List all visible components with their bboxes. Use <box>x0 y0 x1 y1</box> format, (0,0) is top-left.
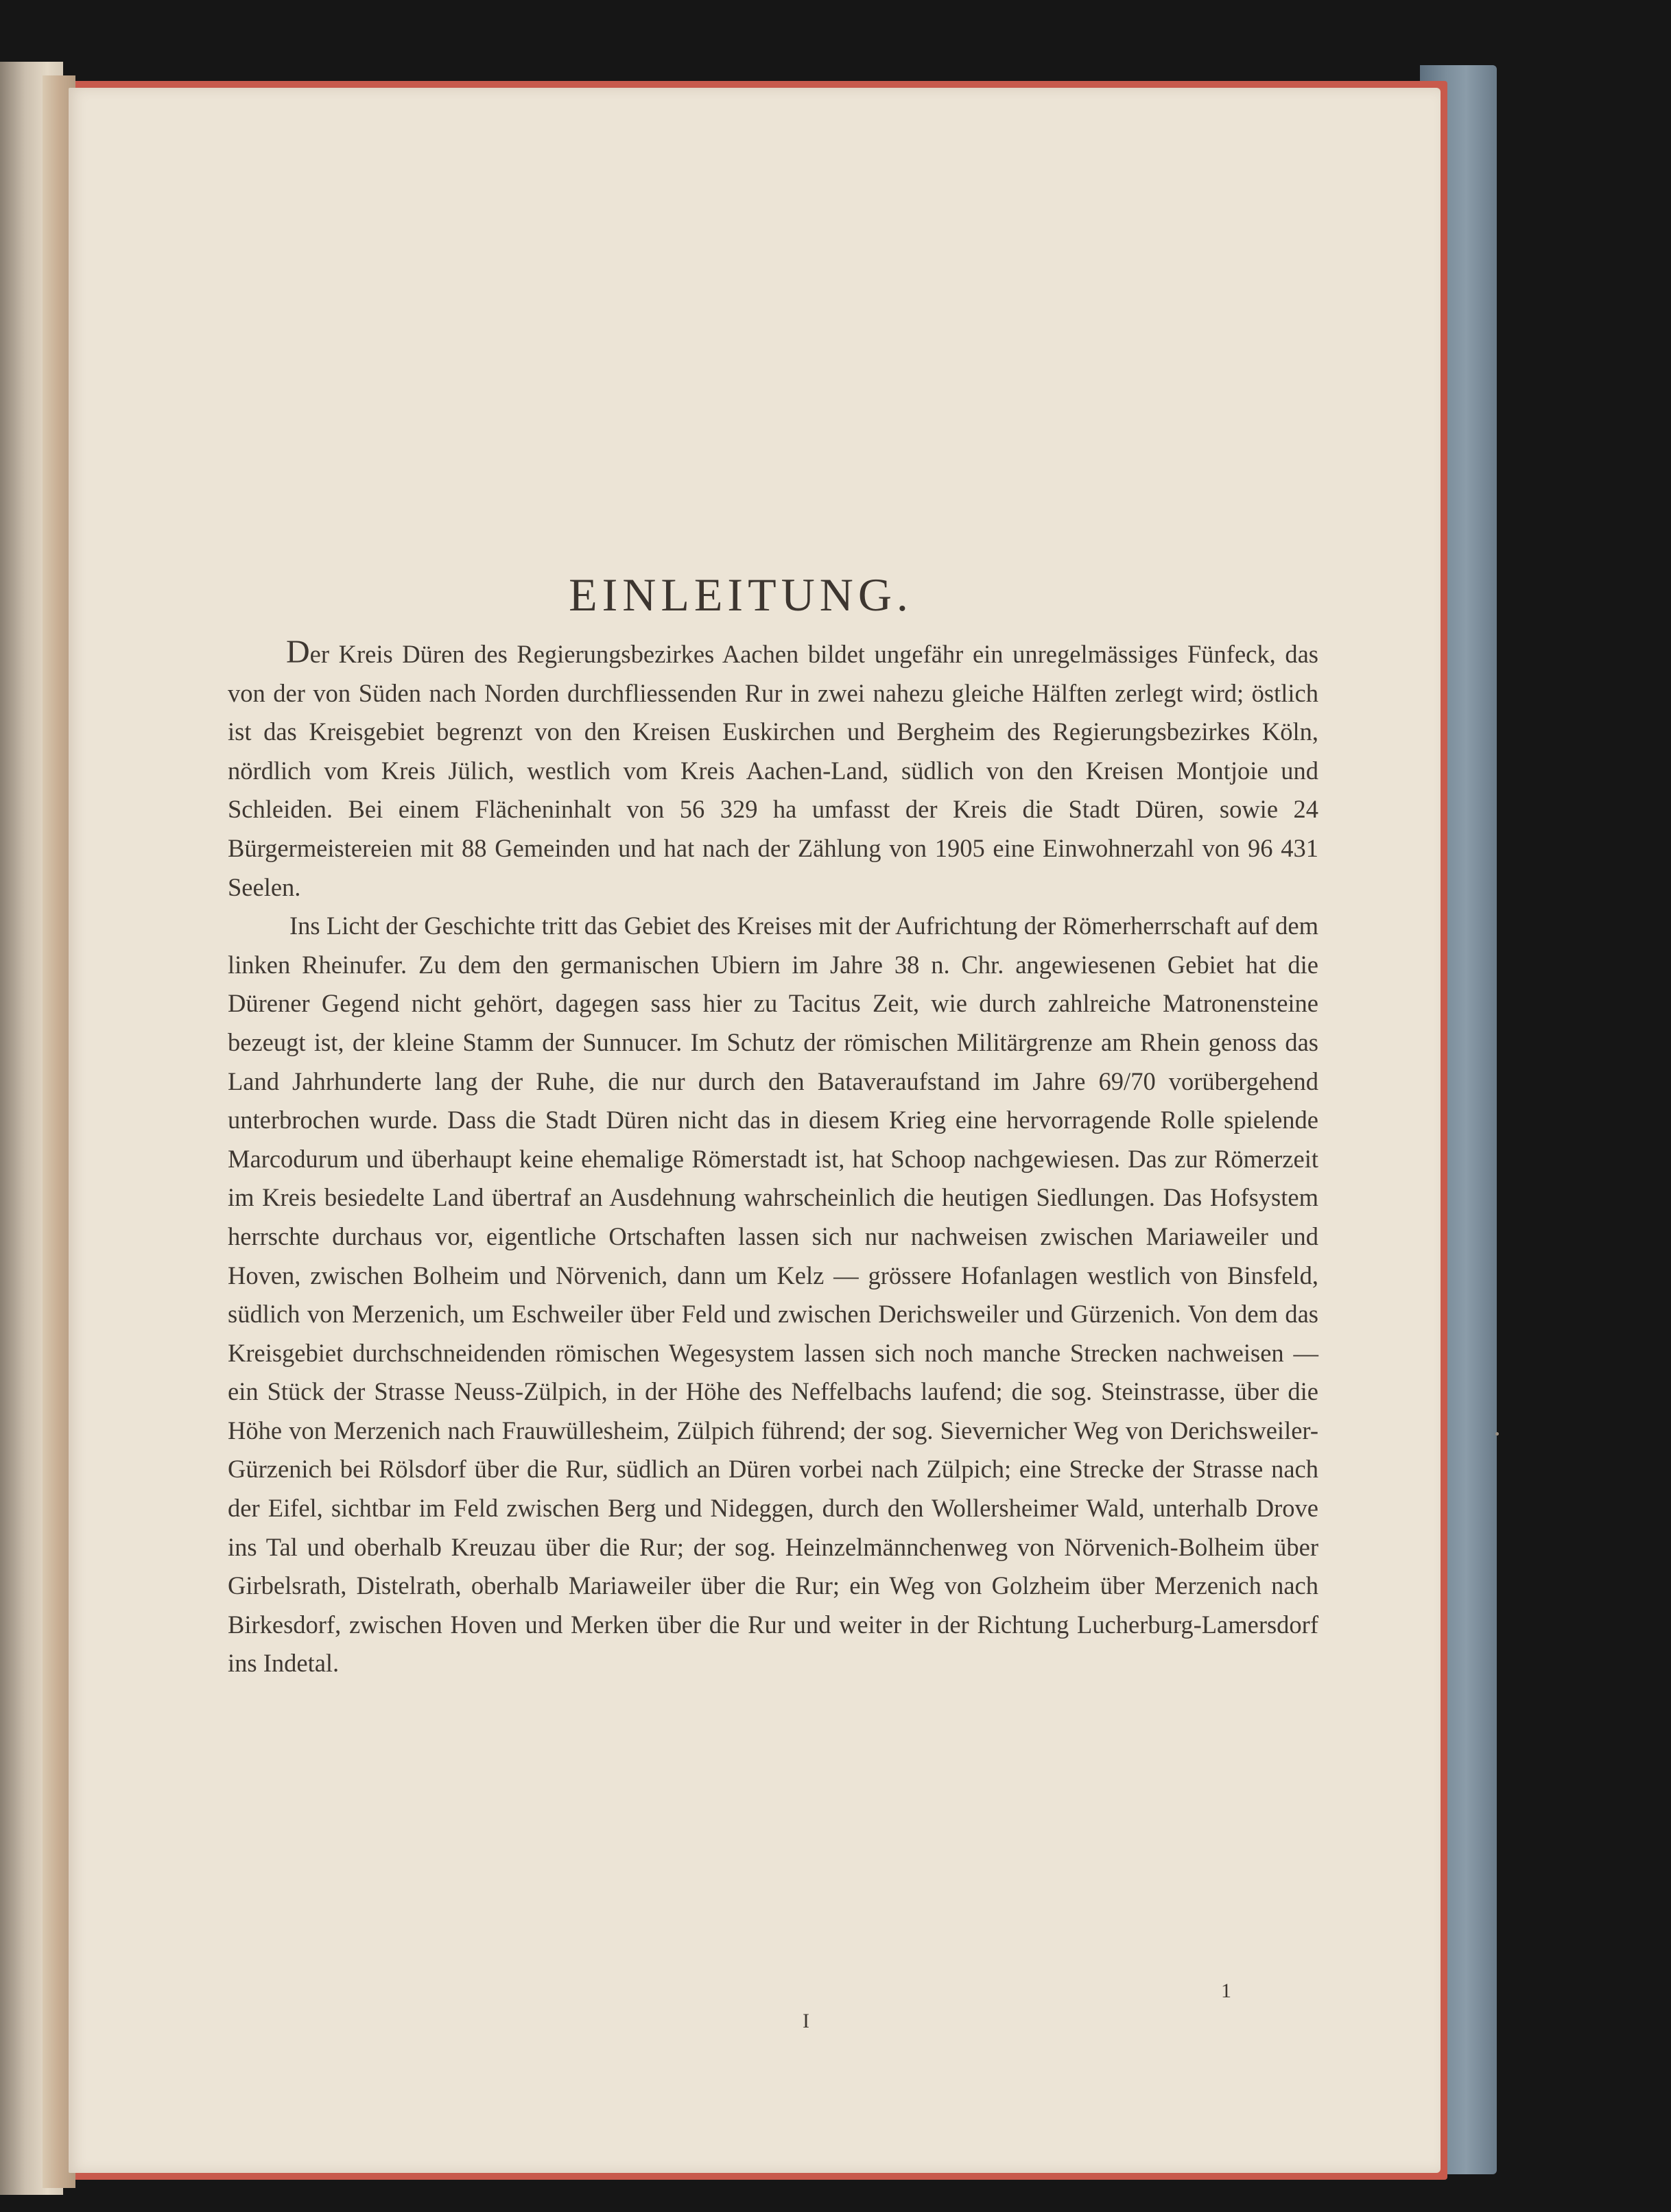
paragraph-1: Der Kreis Düren des Regierungsbezirkes Aachen bildet ungefähr ein unregelmässiges Fünfeck, das von der von Süden nach Norden durchfliessenden Rur in zwei nahezu gleiche Hälften zerlegt wird; östlich ist das Kreisgebiet begrenzt von den Kreisen Euskirchen und Bergheim des Regierungsbezirkes Köln, nördlich vom Kreis Jülich, westlich vom Kreis Aachen-Land, südlich von den Kreisen Montjoie und Schleiden. Bei einem Flächeninhalt von 56 329 ha umfasst der Kreis die Stadt Düren, sowie 24 Bürgermeistereien mit 88 Gemeinden und hat nach der Zählung von 1905 eine Einwohnerzahl von 96 431 Seelen. <box>228 634 1318 901</box>
paper-speck <box>1495 1432 1499 1436</box>
body-text <box>228 633 1318 1683</box>
signature-mark: 1 <box>1221 1979 1231 2002</box>
chapter-heading: EINLEITUNG. <box>569 569 913 621</box>
page-number: I <box>803 2010 810 2032</box>
book-page <box>69 88 1441 2173</box>
paragraph-2: Ins Licht der Geschichte tritt das Gebiet des Kreises mit der Aufrichtung der Römerherrschaft auf dem linken Rheinufer. Zu dem den germanischen Ubiern im Jahre 38 n. Chr. angewiesenen Gebiet hat die Dürener Gegend nicht gehört, dagegen sass hier zu Tacitus Zeit, wie durch zahlreiche Matronensteine bezeugt ist, der kleine Stamm der Sunnucer. Im Schutz der römischen Militärgrenze am Rhein genoss das Land Jahrhunderte lang der Ruhe, die nur durch den Bataveraufstand im Jahre 69/70 vorübergehend unterbrochen wurde. Dass die Stadt Düren nicht das in diesem Krieg eine hervorragende Rolle spielende Marcodurum und überhaupt keine ehemalige Römerstadt ist, hat Schoop nachgewiesen. Das zur Römerzeit im Kreis besiedelte Land übertraf an Ausdehnung wahrscheinlich die heutigen Siedlungen. Das Hofsystem herrschte durchaus vor, eigentliche Ortschaften lassen sich nur nachweisen zwischen Mariaweiler und Hoven, zwischen Bolheim und Nörvenich, dann um Kelz — grössere Hofanlagen westlich von Binsfeld, südlich von Merzenich, um Eschweiler über Feld und zwischen Derichsweiler und Gürzenich. Von dem das Kreisgebiet durchschneidenden römischen Wegesystem lassen sich noch manche Strecken nachweisen — ein Stück der Strasse Neuss-Zülpich, in der Höhe des Neffelbachs laufend; die sog. Steinstrasse, über die Höhe von Merzenich nach Frauwüllesheim, Zülpich führend; der sog. Sievernicher Weg von Derichsweiler-Gürzenich bei Rölsdorf über die Rur, südlich an Düren vorbei nach Zülpich; eine Strecke der Strasse nach der Eifel, sichtbar im Feld zwischen Berg und Nideggen, durch den Wollersheimer Wald, unterhalb Drove ins Tal und oberhalb Kreuzau über die Rur; der sog. Heinzelmännchenweg von Nörvenich-Bolheim über Girbelsrath, Distelrath, oberhalb Mariaweiler über die Rur; ein Weg von Golzheim über Merzenich nach Birkesdorf, zwischen Hoven und Merken über die Rur und weiter in der Richtung Lucherburg-Lamersdorf ins Indetal. <box>228 912 1318 1678</box>
